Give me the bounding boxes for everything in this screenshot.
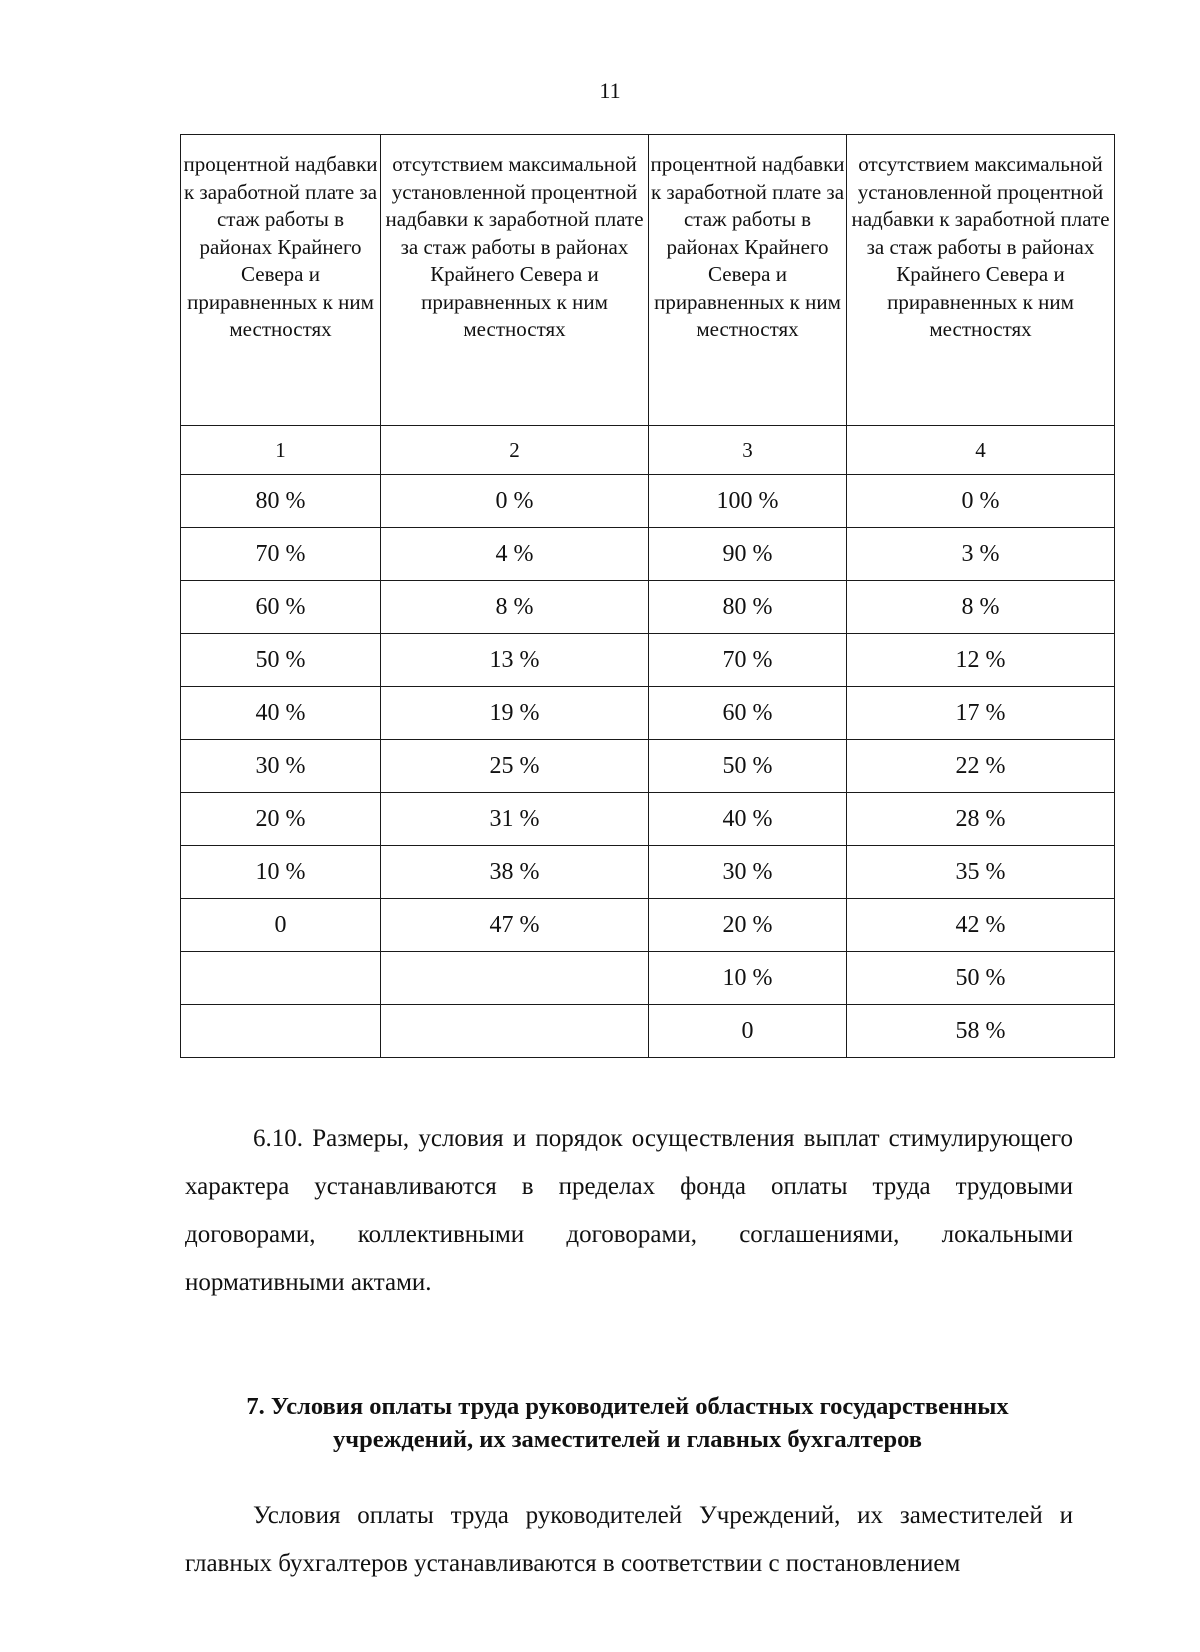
- table-header-row: [181, 135, 1115, 426]
- column-number: 2: [381, 426, 649, 475]
- table-row: [181, 740, 1115, 793]
- table-cell: 60 %: [649, 687, 847, 740]
- percentage-table: [180, 134, 1115, 1058]
- table-cell: [381, 952, 649, 1005]
- column-number: 1: [181, 426, 381, 475]
- table-cell: 10 %: [649, 952, 847, 1005]
- section-7-heading: [180, 1390, 1075, 1456]
- column-number-row: [181, 426, 1115, 475]
- table-row: [181, 952, 1115, 1005]
- table-row: [181, 581, 1115, 634]
- table-cell: 38 %: [381, 846, 649, 899]
- table-cell: 47 %: [381, 899, 649, 952]
- table-cell: 70 %: [181, 528, 381, 581]
- table-cell: 31 %: [381, 793, 649, 846]
- table-cell: 80 %: [649, 581, 847, 634]
- header-cell: отсутствием максимальной установленной процентной надбавки к заработной плате за стаж работы в районах Крайнего Севера и приравненных к ним местностях: [381, 135, 649, 426]
- table-cell: 17 %: [847, 687, 1115, 740]
- table-row: [181, 899, 1115, 952]
- table-cell: 25 %: [381, 740, 649, 793]
- table-cell: 0 %: [381, 475, 649, 528]
- table-cell: 70 %: [649, 634, 847, 687]
- table-cell: 42 %: [847, 899, 1115, 952]
- table-cell: [181, 1005, 381, 1058]
- table-cell: 10 %: [181, 846, 381, 899]
- page-number: 11: [599, 78, 621, 103]
- table-row: [181, 475, 1115, 528]
- table-cell: [381, 1005, 649, 1058]
- table-row: [181, 793, 1115, 846]
- header-cell: отсутствием максимальной установленной процентной надбавки к заработной плате за стаж работы в районах Крайнего Севера и приравненных к ним местностях: [847, 135, 1115, 426]
- table-cell: 30 %: [181, 740, 381, 793]
- section-7-text: Условия оплаты труда руководителей Учреждений, их заместителей и главных бухгалтеров устанавливаются в соответствии с постановлением: [185, 1502, 1073, 1577]
- table-cell: 40 %: [181, 687, 381, 740]
- table-cell: 22 %: [847, 740, 1115, 793]
- table-cell: 50 %: [181, 634, 381, 687]
- table-cell: 50 %: [649, 740, 847, 793]
- table-cell: 80 %: [181, 475, 381, 528]
- table-row: [181, 634, 1115, 687]
- column-number: 3: [649, 426, 847, 475]
- table-cell: 3 %: [847, 528, 1115, 581]
- column-number: 4: [847, 426, 1115, 475]
- table-cell: 40 %: [649, 793, 847, 846]
- table-cell: 4 %: [381, 528, 649, 581]
- section-7-heading-line2: учреждений, их заместителей и главных бухгалтеров: [333, 1426, 922, 1453]
- table-cell: 0: [181, 899, 381, 952]
- table-cell: 35 %: [847, 846, 1115, 899]
- table-cell: 100 %: [649, 475, 847, 528]
- table-cell: [181, 952, 381, 1005]
- table-cell: 28 %: [847, 793, 1115, 846]
- table-cell: 13 %: [381, 634, 649, 687]
- paragraph-6-10: 6.10. Размеры, условия и порядок осуществления выплат стимулирующего характера устанавливаются в пределах фонда оплаты труда трудовыми договорами, коллективными договорами, соглашениями, локальными нормативными актами.: [185, 1125, 1073, 1296]
- table-cell: 0: [649, 1005, 847, 1058]
- table-cell: 60 %: [181, 581, 381, 634]
- table-cell: 30 %: [649, 846, 847, 899]
- table-row: [181, 687, 1115, 740]
- header-cell: процентной надбавки к заработной плате за стаж работы в районах Крайнего Севера и приравненных к ним местностях: [181, 135, 381, 426]
- table-cell: 8 %: [381, 581, 649, 634]
- table-cell: 19 %: [381, 687, 649, 740]
- table-cell: 8 %: [847, 581, 1115, 634]
- table-cell: 20 %: [181, 793, 381, 846]
- table-cell: 50 %: [847, 952, 1115, 1005]
- table-cell: 20 %: [649, 899, 847, 952]
- table-row: [181, 528, 1115, 581]
- table-row: [181, 1005, 1115, 1058]
- table-cell: 12 %: [847, 634, 1115, 687]
- table-cell: 58 %: [847, 1005, 1115, 1058]
- table-cell: 0 %: [847, 475, 1115, 528]
- table-cell: 90 %: [649, 528, 847, 581]
- table-row: [181, 846, 1115, 899]
- section-7-heading-line1: 7. Условия оплаты труда руководителей областных государственных: [246, 1393, 1009, 1420]
- header-cell: процентной надбавки к заработной плате за стаж работы в районах Крайнего Севера и приравненных к ним местностях: [649, 135, 847, 426]
